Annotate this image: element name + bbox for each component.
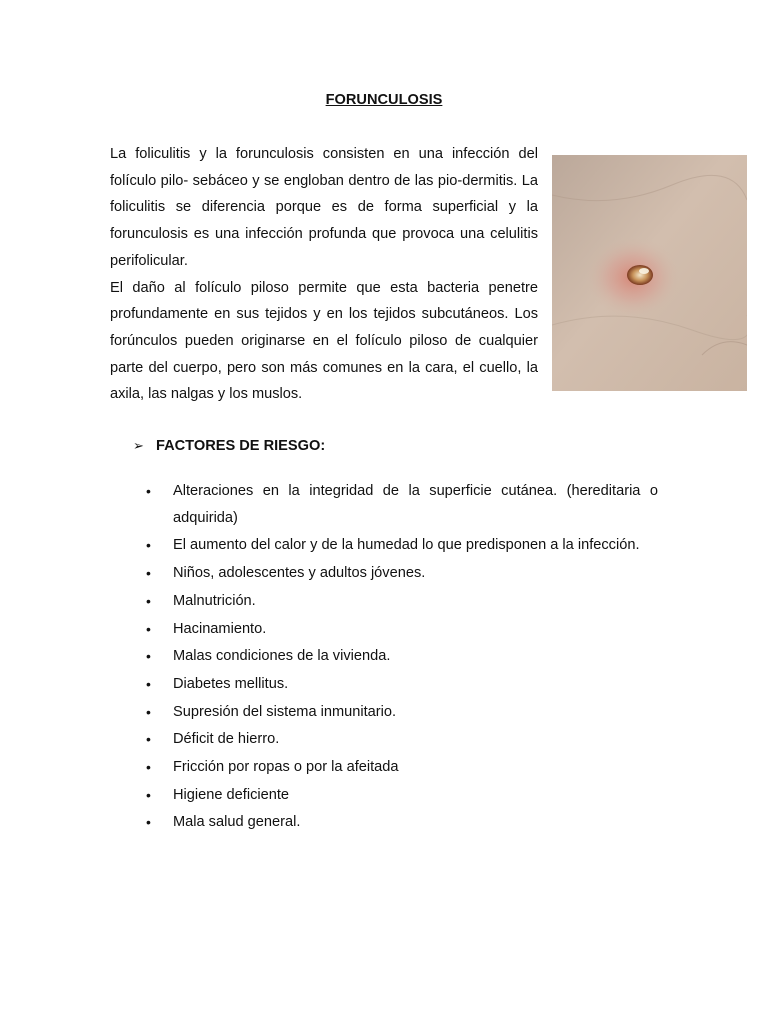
bullet-icon: • [146, 565, 151, 582]
furuncle-photo [552, 155, 747, 391]
list-item-text: Déficit de hierro. [173, 731, 280, 748]
bullet-icon: • [146, 537, 151, 554]
list-item [146, 726, 658, 753]
arrow-bullet-icon: ➢ [133, 438, 144, 453]
list-item [146, 699, 658, 726]
list-item-text: Alteraciones en la integridad de la superficie cutánea. (hereditaria o adquirida) [173, 483, 658, 526]
bullet-icon: • [146, 592, 151, 609]
list-item-text: Hacinamiento. [173, 620, 267, 637]
bullet-icon: • [146, 483, 151, 499]
bullet-icon: • [146, 675, 151, 692]
list-item [146, 588, 658, 615]
bullet-icon: • [146, 814, 151, 831]
section-heading-risk-factors [133, 436, 325, 456]
list-item [146, 532, 658, 559]
list-item [146, 671, 658, 698]
list-item [146, 809, 658, 836]
intro-paragraph-1: La foliculitis y la forunculosis consisten en una infección del folículo pilo- sebáceo y se engloban dentro de las pio-dermitis. La foliculitis se diferencia porque es de forma superficial y la forunculosis es una infección profunda que provoca una celulitis perifolicular. [110, 146, 538, 269]
list-item-text: El aumento del calor y de la humedad lo que predisponen a la infección. [173, 537, 640, 554]
intro-text [110, 141, 538, 408]
list-item-text: Malas condiciones de la vivienda. [173, 648, 391, 665]
list-item [146, 560, 658, 587]
list-item-text: Niños, adolescentes y adultos jóvenes. [173, 565, 426, 582]
bullet-icon: • [146, 620, 151, 637]
list-item-text: Diabetes mellitus. [173, 675, 289, 692]
bullet-icon: • [146, 703, 151, 720]
section-heading-label: FACTORES DE RIESGO: [156, 438, 326, 454]
risk-factors-list [146, 478, 658, 837]
bullet-icon: • [146, 759, 151, 776]
page-title: FORUNCULOSIS [325, 92, 443, 108]
list-item-text: Higiene deficiente [173, 786, 290, 803]
intro-paragraph-2: El daño al folículo piloso permite que esta bacteria penetre profundamente en sus tejidos y en los tejidos subcutáneos. Los forúnculos pueden originarse en el folículo piloso de cualquier parte del cuerpo, pero son más comunes en la cara, el cuello, la axila, las nalgas y los muslos. [110, 279, 538, 403]
list-item-text: Supresión del sistema inmunitario. [173, 703, 397, 720]
bullet-icon: • [146, 786, 151, 803]
list-item [146, 754, 658, 781]
list-item-text: Malnutrición. [173, 592, 256, 609]
list-item-text: Fricción por ropas o por la afeitada [173, 759, 399, 776]
list-item [146, 643, 658, 670]
list-item [146, 478, 658, 531]
list-item-text: Mala salud general. [173, 814, 301, 831]
list-item [146, 782, 658, 809]
bullet-icon: • [146, 731, 151, 748]
bullet-icon: • [146, 648, 151, 665]
list-item [146, 616, 658, 643]
